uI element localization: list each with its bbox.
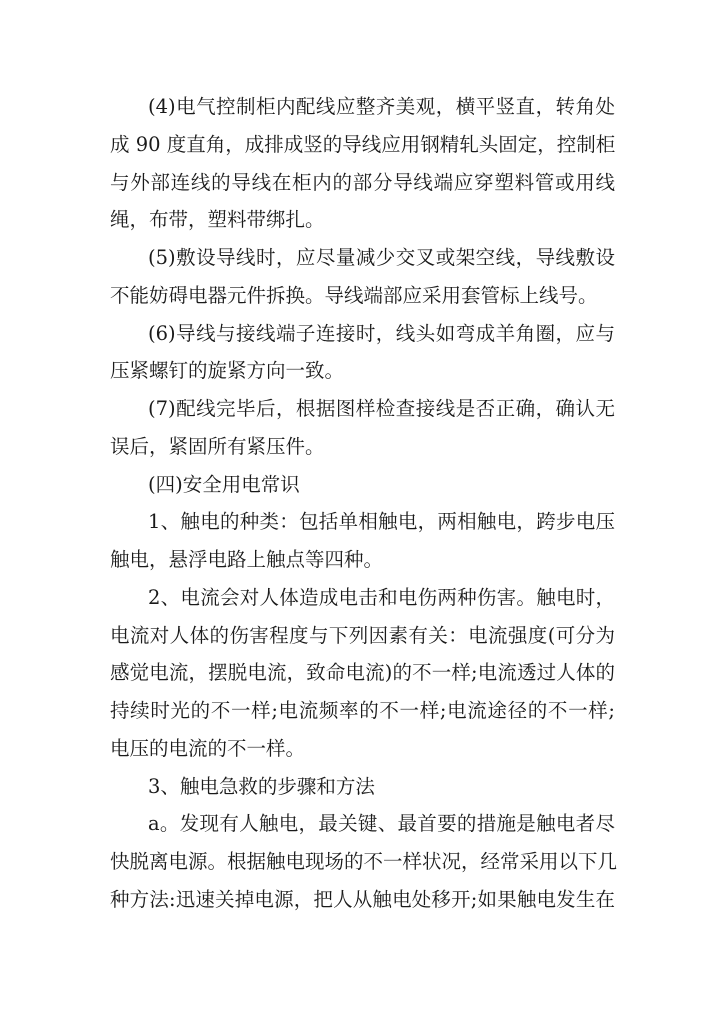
text-line: 成 90 度直角，成排成竖的导线应用钢精轧头固定，控制柜 — [110, 133, 616, 156]
text-line: 1、触电的种类：包括单相触电，两相触电，跨步电压 — [148, 510, 615, 533]
text-line: (4)电气控制柜内配线应整齐美观，横平竖直，转角处 — [148, 95, 615, 118]
text-line: 感觉电流，摆脱电流，致命电流)的不一样;电流透过人体的 — [110, 661, 615, 684]
text-line: 与外部连线的导线在柜内的部分导线端应穿塑料管或用线 — [110, 171, 615, 194]
text-line: 持续时光的不一样;电流频率的不一样;电流途径的不一样; — [110, 699, 615, 722]
text-line: 绳，布带，塑料带绑扎。 — [110, 208, 325, 231]
text-line: 3、触电急救的步骤和方法 — [148, 775, 375, 798]
text-line: 电压的电流的不一样。 — [110, 737, 306, 760]
text-line: 2、电流会对人体造成电击和电伤两种伤害。触电时， — [148, 586, 615, 609]
text-line: (6)导线与接线端子连接时，线头如弯成羊角圈，应与 — [148, 322, 615, 345]
text-line: 误后，紧固所有紧压件。 — [110, 435, 325, 458]
text-line: 快脱离电源。根据触电现场的不一样状况，经常采用以下几 — [110, 850, 618, 873]
text-line: (7)配线完毕后，根据图样检查接线是否正确，确认无 — [148, 397, 615, 420]
text-line: 不能妨碍电器元件拆换。导线端部应采用套管标上线号。 — [110, 284, 598, 307]
text-line: (5)敷设导线时，应尽量减少交叉或架空线，导线敷设 — [148, 246, 615, 269]
text-line: 电流对人体的伤害程度与下列因素有关：电流强度(可分为 — [110, 624, 615, 647]
section-heading: (四)安全用电常识 — [148, 473, 300, 496]
text-line: 压紧螺钉的旋紧方向一致。 — [110, 359, 345, 382]
text-line: 种方法:迅速关掉电源，把人从触电处移开;如果触电发生在 — [110, 888, 615, 911]
text-line: a。发现有人触电，最关键、最首要的措施是触电者尽 — [148, 812, 615, 835]
text-line: 触电，悬浮电路上触点等四种。 — [110, 548, 384, 571]
